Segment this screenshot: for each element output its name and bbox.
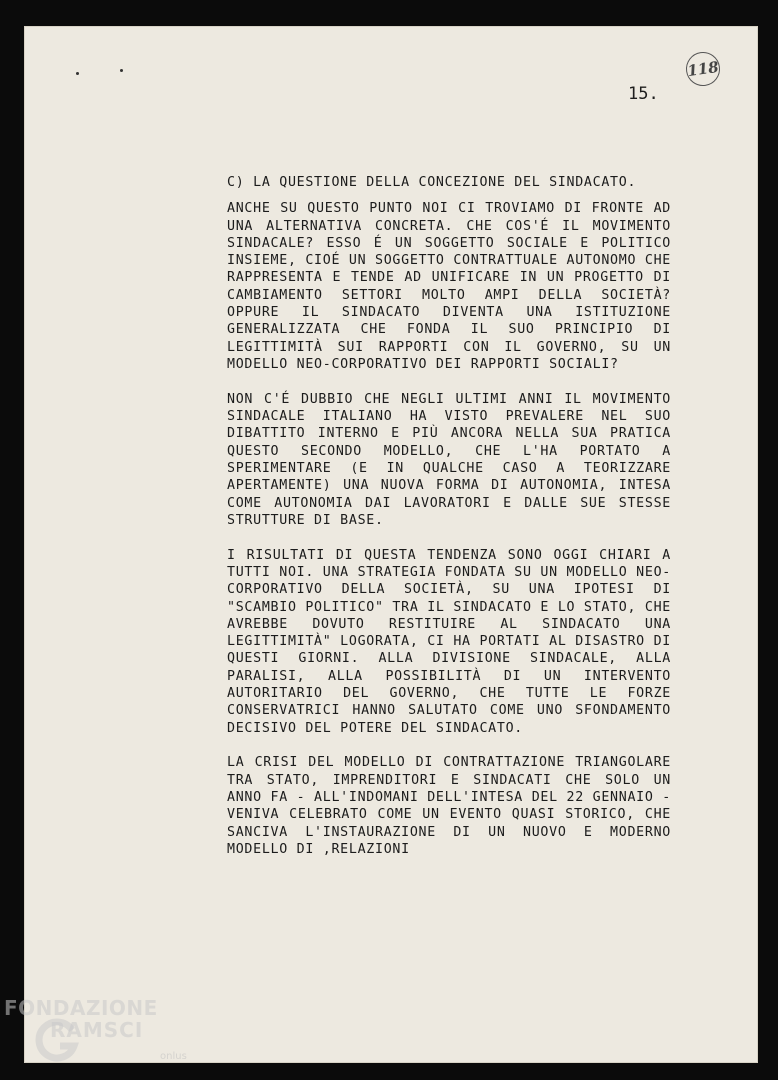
- punch-mark: [76, 72, 79, 75]
- paragraph: LA CRISI DEL MODELLO DI CONTRATTAZIONE TRIANGOLARE TRA STATO, IMPRENDITORI E SINDACATI CHE SOLO UN ANNO FA - ALL'INDOMANI DELL'INTESA DEL 22 GENNAIO - VENIVA CELEBRATO COME UN EVENTO QUASI STORICO, CHE SANCIVA L'INSTAURAZIONE DI UN NUOVO E MODERNO MODELLO DI ,RELAZIONI: [227, 755, 671, 857]
- paragraph: ANCHE SU QUESTO PUNTO NOI CI TROVIAMO DI FRONTE AD UNA ALTERNATIVA CONCRETA. CHE COS'É IL MOVIMENTO SINDACALE? ESSO É UN SOGGETTO SOCIALE E POLITICO INSIEME, CIOÉ UN SOGGETTO CONTRATTUALE AUTONOMO CHE RAPPRESENTA E TENDE AD UNIFICARE IN UN PROGETTO DI CAMBIAMENTO SETTORI MOLTO AMPI DELLA SOCIETÀ? OPPURE IL SINDACATO DIVENTA UNA ISTITUZIONE GENERALIZZATA CHE FONDA IL SUO PRINCIPIO DI LEGITTIMITÀ SUI RAPPORTI CON IL GOVERNO, SU UN MODELLO NEO-CORPORATIVO DEI RAPPORTI SOCIALI?: [227, 201, 671, 372]
- watermark-line2: RAMSCI: [50, 1018, 144, 1042]
- section-heading: C) LA QUESTIONE DELLA CONCEZIONE DEL SINDACATO.: [227, 175, 637, 190]
- punch-mark: [120, 69, 123, 72]
- paragraph: I RISULTATI DI QUESTA TENDENZA SONO OGGI CHIARI A TUTTI NOI. UNA STRATEGIA FONDATA SU UN MODELLO NEO-CORPORATIVO DELLA SOCIETÀ, SU UNA IPOTESI DI "SCAMBIO POLITICO" TRA IL SINDACATO E LO STATO, CHE AVREBBE DOVUTO RESTITUIRE AL SINDACATO UNA LEGITTIMITÀ" LOGORATA, CI HA PORTATI AL DISASTRO DI QUESTI GIORNI. ALLA DIVISIONE SINDACALE, ALLA PARALISI, ALLA POSSIBILITÀ DI UN INTERVENTO AUTORITARIO DEL GOVERNO, CHE TUTTE LE FORZE CONSERVATRICI HANNO SALUTATO COME UNO SFONDAMENTO DECISIVO DEL POTERE DEL SINDACATO.: [227, 547, 671, 736]
- watermark-suffix: onlus: [160, 1051, 187, 1062]
- document-page: [24, 26, 758, 1063]
- page-number: 15.: [628, 84, 659, 104]
- archive-stamp-number: 118: [684, 50, 722, 88]
- watermark-line1: FONDAZIONE: [4, 996, 158, 1020]
- document-body: [227, 174, 671, 876]
- fondazione-gramsci-watermark: [4, 996, 194, 1076]
- paragraph: NON C'É DUBBIO CHE NEGLI ULTIMI ANNI IL MOVIMENTO SINDACALE ITALIANO HA VISTO PREVALERE NEL SUO DIBATTITO INTERNO E PIÙ ANCORA NELLA SUA PRATICA QUESTO SECONDO MODELLO, CHE L'HA PORTATO A SPERIMENTARE (E IN QUALCHE CASO A TEORIZZARE APERTAMENTE) UNA NUOVA FORMA DI AUTONOMIA, INTESA COME AUTONOMIA DAI LAVORATORI E DALLE SUE STESSE STRUTTURE DI BASE.: [227, 391, 671, 528]
